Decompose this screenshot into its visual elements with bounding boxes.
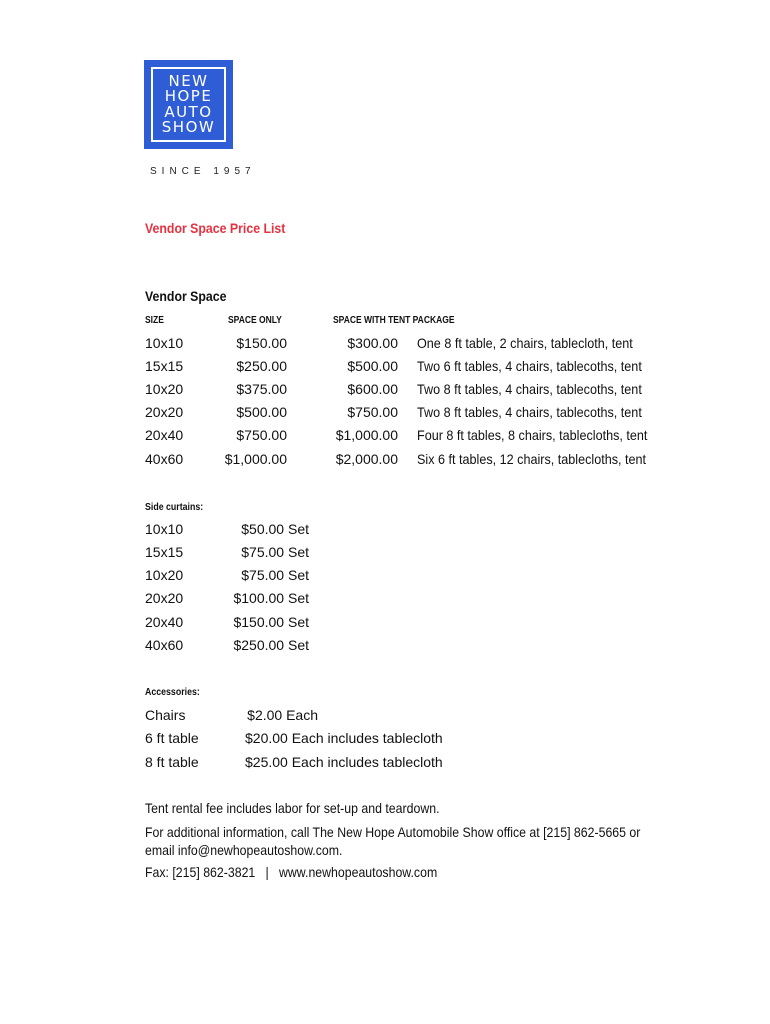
vendor-row-tent-desc: Six 6 ft tables, 12 chairs, tablecloths, tent: [417, 451, 647, 467]
logo-line-4: SHOW: [161, 118, 216, 136]
accessory-price: $20.00 Each includes tablecloth: [245, 730, 443, 746]
curtain-row-price: $50.00 Set: [241, 521, 309, 537]
curtain-row-size: 10x10: [145, 521, 184, 537]
vendor-row-tent-price: $2,000.00: [335, 451, 398, 467]
contact-info-line-2: email info@newhopeautoshow.com.: [145, 842, 343, 858]
logo-tagline: SINCE 1957: [150, 166, 256, 177]
vendor-row-size: 20x20: [145, 404, 184, 420]
vendor-row-tent-desc: Four 8 ft tables, 8 chairs, tablecloths, tent: [417, 427, 648, 443]
vendor-row-space-only: $1,000.00: [224, 451, 287, 467]
column-header-space-only: SPACE ONLY: [228, 315, 282, 326]
vendor-space-heading: Vendor Space: [145, 288, 227, 304]
vendor-row-space-only: $500.00: [236, 404, 287, 420]
accessory-price: $25.00 Each includes tablecloth: [245, 754, 443, 770]
vendor-row-tent-desc: Two 8 ft tables, 4 chairs, tablecoths, tent: [417, 404, 642, 420]
logo-frame: [151, 67, 226, 142]
vendor-row-space-only: $150.00: [236, 335, 287, 351]
vendor-row-size: 40x60: [145, 451, 184, 467]
vendor-row-tent-desc: Two 8 ft tables, 4 chairs, tablecoths, tent: [417, 381, 642, 397]
vendor-row-size: 10x20: [145, 381, 184, 397]
fax-website-line: Fax: [215] 862-3821 | www.newhopeautoshow.com: [145, 864, 438, 880]
curtain-row-size: 15x15: [145, 544, 184, 560]
logo: [145, 61, 232, 148]
vendor-row-tent-price: $1,000.00: [335, 427, 398, 443]
vendor-row-tent-desc: One 8 ft table, 2 chairs, tablecloth, tent: [417, 335, 633, 351]
accessory-name: 6 ft table: [145, 730, 199, 746]
tent-rental-note: Tent rental fee includes labor for set-up and teardown.: [145, 800, 440, 816]
curtain-row-size: 10x20: [145, 567, 184, 583]
vendor-row-space-only: $750.00: [236, 427, 287, 443]
column-header-tent-package: SPACE WITH TENT PACKAGE: [333, 315, 455, 326]
accessory-name: 8 ft table: [145, 754, 199, 770]
accessory-name: Chairs: [145, 707, 186, 723]
curtain-row-size: 20x40: [145, 614, 184, 630]
curtain-row-price: $75.00 Set: [241, 544, 309, 560]
logo-line-2: HOPE: [164, 87, 213, 105]
curtain-row-size: 40x60: [145, 637, 184, 653]
column-header-size: SIZE: [145, 315, 164, 326]
vendor-row-space-only: $375.00: [236, 381, 287, 397]
vendor-row-size: 10x10: [145, 335, 184, 351]
vendor-row-size: 15x15: [145, 358, 184, 374]
document-title: Vendor Space Price List: [145, 220, 286, 236]
curtain-row-size: 20x20: [145, 590, 184, 606]
side-curtains-heading: Side curtains:: [145, 502, 204, 513]
contact-info-line-1: For additional information, call The New Hope Automobile Show office at [215] 862-5665 or: [145, 824, 641, 840]
curtain-row-price: $150.00 Set: [233, 614, 309, 630]
vendor-row-tent-price: $600.00: [347, 381, 398, 397]
vendor-row-tent-price: $750.00: [347, 404, 398, 420]
vendor-row-tent-price: $500.00: [347, 358, 398, 374]
accessories-heading: Accessories:: [145, 687, 200, 698]
curtain-row-price: $250.00 Set: [233, 637, 309, 653]
vendor-row-size: 20x40: [145, 427, 184, 443]
vendor-row-tent-desc: Two 6 ft tables, 4 chairs, tablecoths, tent: [417, 358, 642, 374]
curtain-row-price: $75.00 Set: [241, 567, 309, 583]
logo-line-1: NEW: [168, 71, 209, 90]
vendor-row-space-only: $250.00: [236, 358, 287, 374]
accessory-price: $2.00 Each: [247, 707, 318, 723]
vendor-row-tent-price: $300.00: [347, 335, 398, 351]
curtain-row-price: $100.00 Set: [233, 590, 309, 606]
logo-line-3: AUTO: [164, 102, 213, 121]
